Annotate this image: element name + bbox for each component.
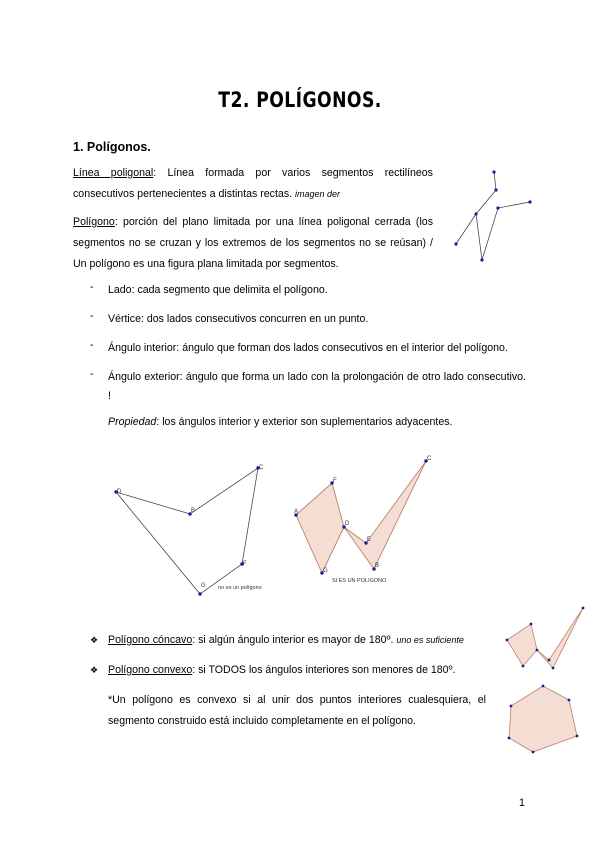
page-title: T2. POLÍGONOS.: [218, 88, 382, 112]
bullet-lado: Lado: cada segmento que delimita el polígono.: [108, 284, 328, 296]
is-polygon-caption: SI ES UN POLIGONO: [332, 578, 387, 584]
vertex-label: F: [243, 561, 247, 567]
concave-polygon-shape: [507, 608, 583, 668]
convex-polygon-shape: [509, 686, 577, 752]
vertex-point: [510, 705, 513, 708]
bullet-dash: -: [90, 368, 94, 380]
concavo-term: Polígono cóncavo: [108, 634, 193, 646]
polygonal-line-segment: [476, 202, 530, 260]
vertex-label: F: [333, 478, 337, 484]
polygon-shape: [296, 461, 426, 573]
vertex-point: [494, 188, 497, 191]
diamond-bullet-icon: ❖: [90, 665, 99, 675]
polygonal-line-figure: [448, 168, 538, 264]
convexo-term: Polígono convexo: [108, 664, 193, 676]
vertex-point: [496, 206, 499, 209]
vertex-point: [530, 623, 533, 626]
vertex-point: [576, 735, 579, 738]
vertex-point: [542, 685, 545, 688]
linea-poligonal-paragraph: [73, 163, 433, 205]
vertex-label: D: [345, 521, 350, 527]
vertex-label: D: [117, 489, 122, 495]
bullet-angulo-interior: Ángulo interior: ángulo que forman dos lados consecutivos en el interior del polígono.: [108, 342, 508, 354]
vertex-point: [508, 737, 511, 740]
convexo-note: *Un polígono es convexo si al unir dos puntos interiores cualesquiera, el segmento construido está incluido completamente en el polígono.: [108, 694, 486, 727]
vertex-point: [522, 665, 525, 668]
vertex-point: [506, 639, 509, 642]
bullet-dash: -: [90, 310, 94, 322]
vertex-point: [552, 667, 555, 670]
linea-poligonal-text: : Línea formada por varios segmentos rectilíneos consecutivos pertenecientes a distintas rectas.: [73, 167, 433, 200]
vertex-point: [532, 751, 535, 754]
poligono-text: : porción del plano limitada por una línea poligonal cerrada (los segmentos no se cruzan y los extremos de los segmentos no se reúsan) / Un polígono es una figura plana limitada por segmentos.: [73, 216, 433, 270]
bullet-angulo-exterior: Ángulo exterior: ángulo que forma un lado con la prolongación de otro lado consecutivo. !: [108, 371, 526, 402]
concavo-note: uno es suficiente: [396, 635, 464, 645]
vertex-point: [198, 592, 201, 595]
convexo-text: : si TODOS los ángulos interiores son menores de 180º.: [192, 664, 456, 676]
bullet-dash: -: [90, 281, 94, 293]
bullet-dash: -: [90, 339, 94, 351]
vertex-label: C: [259, 465, 264, 471]
vertex-point: [548, 659, 551, 662]
convexo-line: [108, 664, 455, 676]
concavo-text: : si algún ángulo interior es mayor de 180º.: [192, 634, 394, 646]
vertex-label: E: [367, 537, 372, 543]
not-polygon-caption: no es un polígono: [218, 585, 262, 591]
concavo-line: [108, 634, 464, 646]
vertex-point: [568, 699, 571, 702]
vertex-point: [480, 258, 483, 261]
vertex-point: [582, 607, 585, 610]
linea-poligonal-term: Línea poligonal: [73, 167, 154, 179]
poligono-paragraph: [73, 212, 433, 275]
vertex-point: [474, 212, 477, 215]
vertex-label: G: [323, 568, 328, 574]
vertex-point: [536, 649, 539, 652]
vertex-label: B: [375, 563, 380, 569]
vertex-label: G: [201, 583, 206, 589]
bullet-vertice: Vértice: dos lados consecutivos concurren en un punto.: [108, 313, 369, 325]
vertex-label: A: [294, 509, 299, 515]
vertex-label: C: [427, 456, 432, 462]
propiedad-term: Propiedad: [108, 416, 157, 428]
vertex-label: B: [191, 508, 196, 514]
not-polygon-figure: [108, 458, 278, 603]
section-heading: 1. Polígonos.: [73, 140, 151, 154]
vertex-point: [492, 170, 495, 173]
convex-polygon-figure: [503, 682, 583, 756]
vertex-point: [454, 242, 457, 245]
polygon-figure: [288, 455, 436, 587]
diamond-bullet-icon: ❖: [90, 635, 99, 645]
concave-polygon-figure: [503, 604, 587, 672]
vertex-point: [528, 200, 531, 203]
propiedad-line: [108, 416, 453, 428]
linea-poligonal-note: imagen der: [295, 189, 341, 199]
poligono-term: Polígono: [73, 216, 115, 228]
propiedad-text: : los ángulos interior y exterior son suplementarios adyacentes.: [156, 416, 453, 428]
self-intersecting-figure: [116, 468, 258, 594]
page-number: 1: [519, 797, 525, 809]
